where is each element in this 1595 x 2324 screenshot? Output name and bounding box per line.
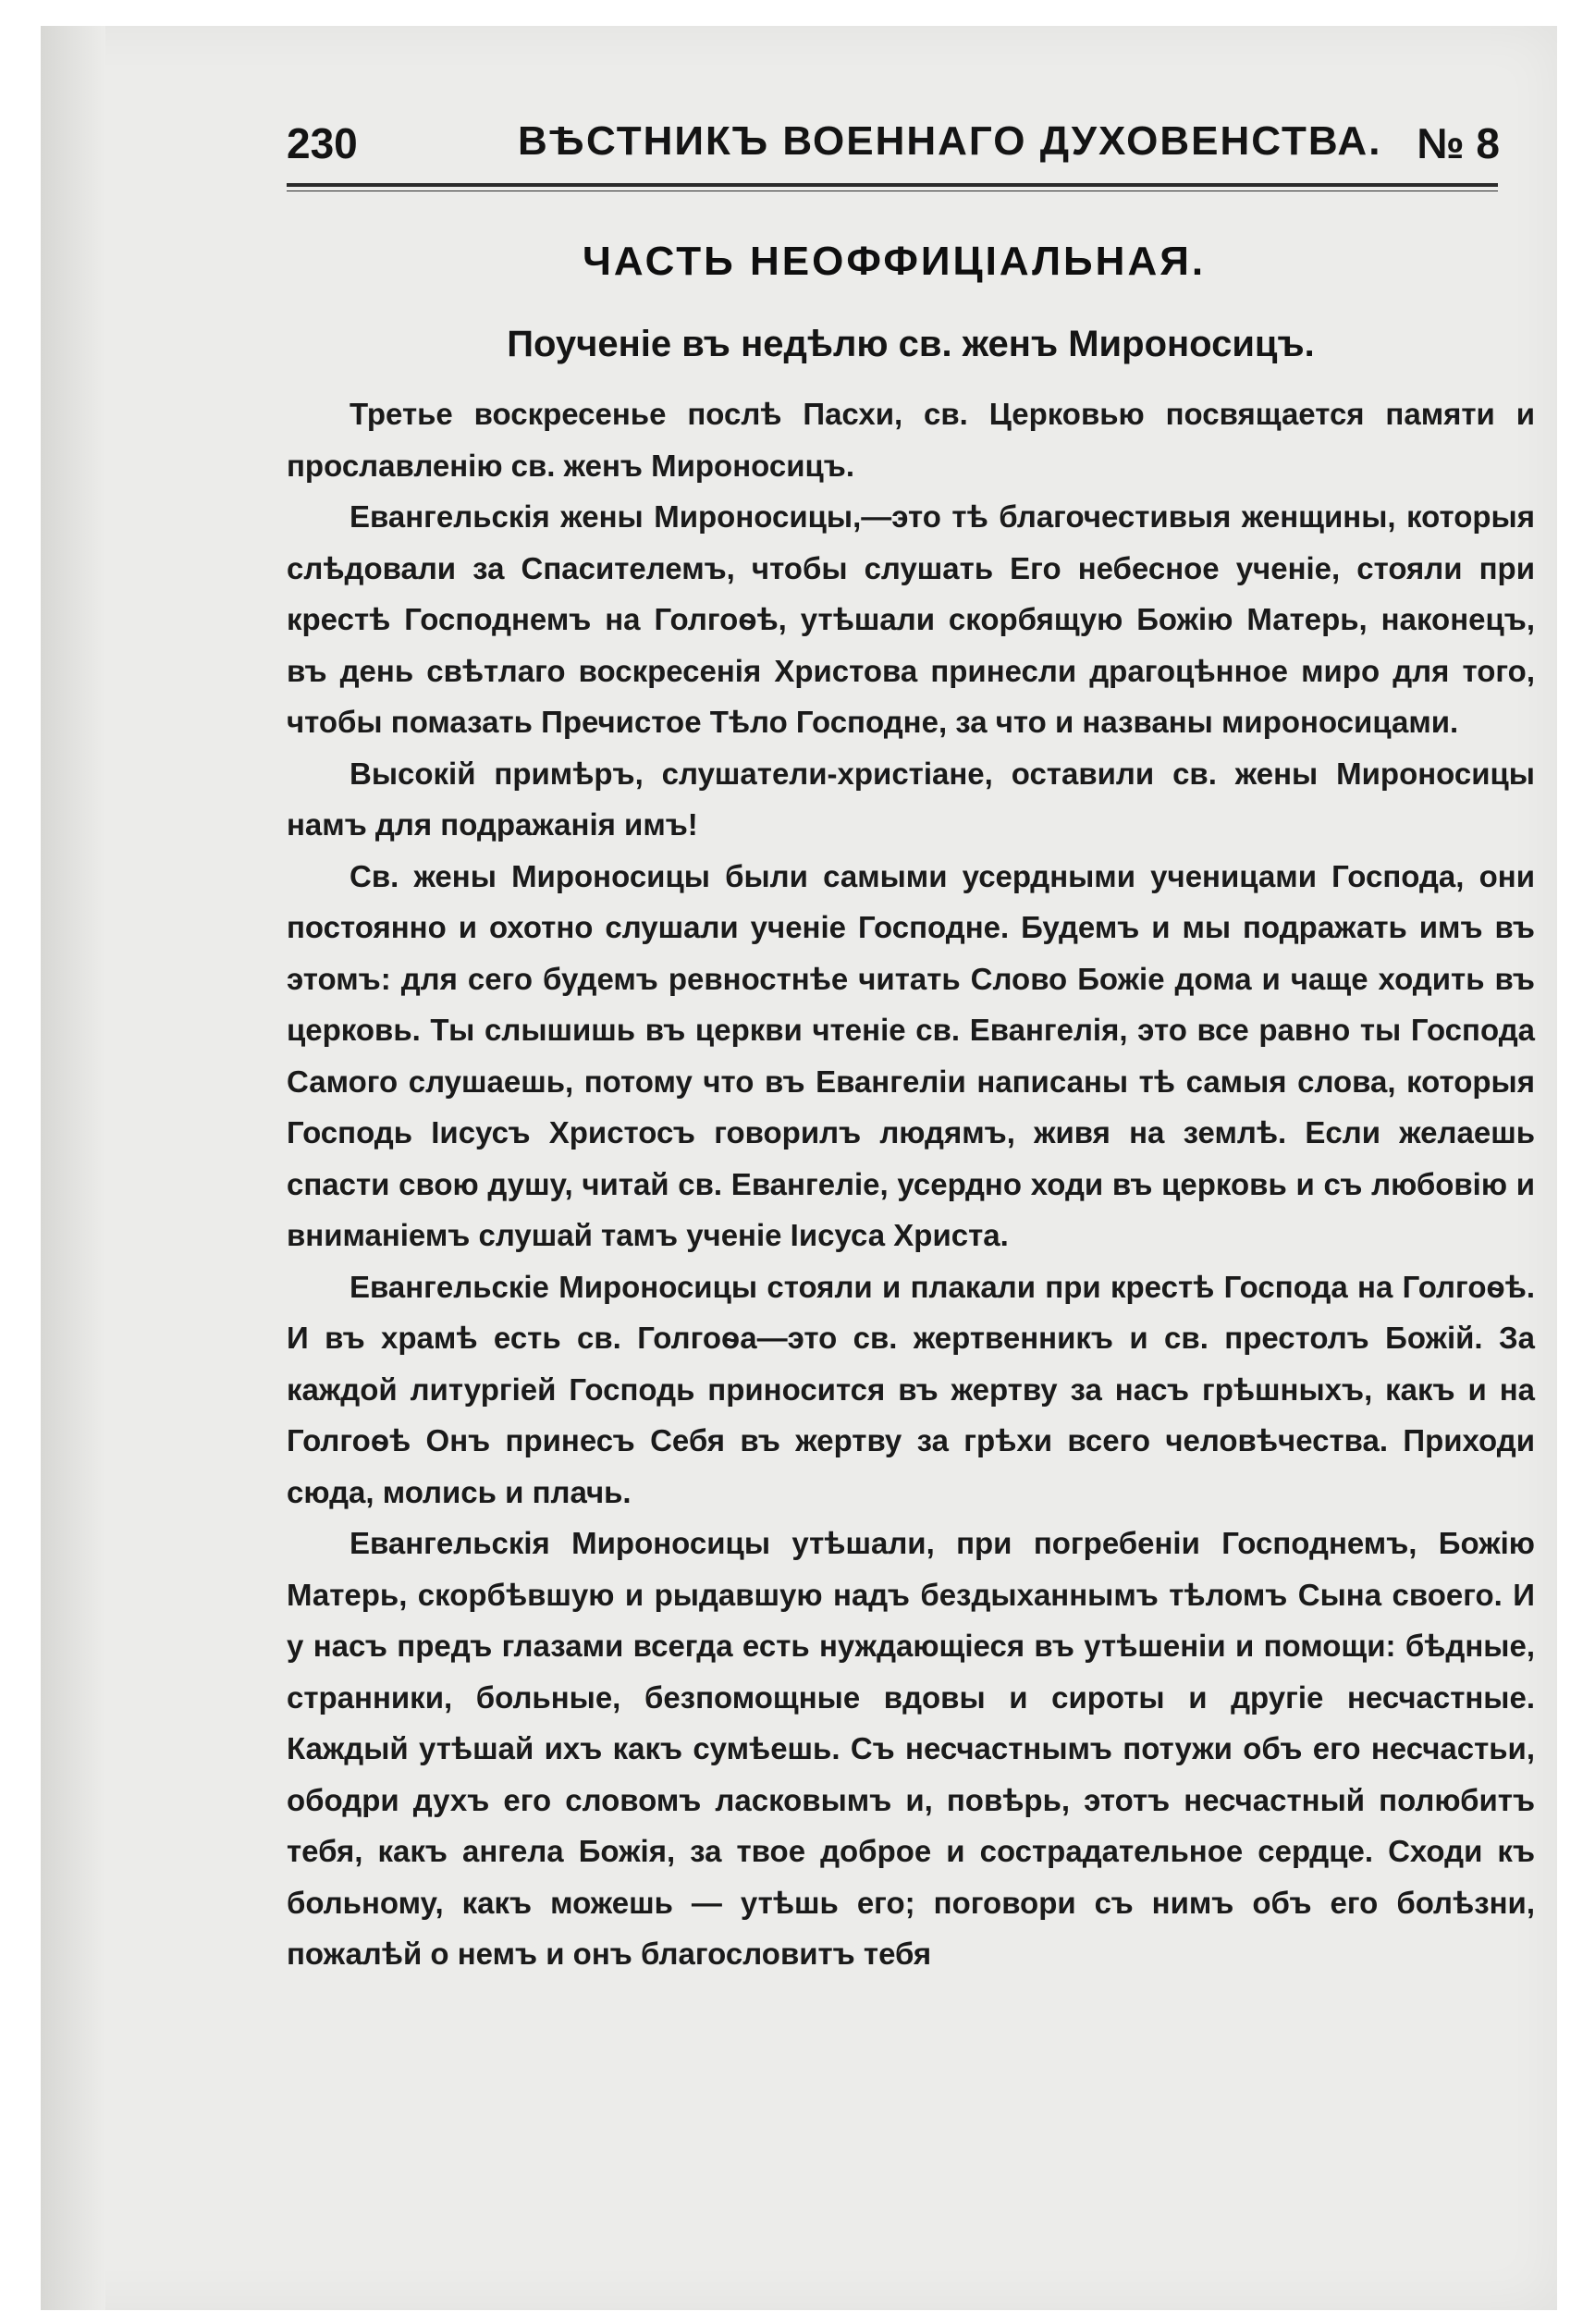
page-number: 230	[287, 119, 358, 167]
paragraph: Третье воскресенье послѣ Пасхи, св. Церковью посвящается памяти и прославленію св. женъ Мироносицъ.	[287, 397, 1535, 483]
paragraph: Св. жены Мироносицы были самыми усердными ученицами Господа, они постоянно и охотно слушали ученіе Господне. Будемъ и мы подражать имъ въ этомъ: для сего будемъ ревностнѣе читать Слово Божіе дома и чаще ходить въ церковь. Ты слышишь въ церкви чтеніе св. Евангелія, это все равно ты Господа Самого слушаешь, потому что въ Евангеліи написаны тѣ самыя слова, которыя Господь Іисусъ Христосъ говорилъ людямъ, живя на землѣ. Если желаешь спасти свою душу, читай св. Евангеліе, усердно ходи въ церковь и съ любовію и вниманіемъ слушай тамъ ученіе Іисуса Христа.	[287, 858, 1535, 1252]
paragraph: Высокій примѣръ, слушатели-христіане, оставили св. жены Мироносицы намъ для подражанія имъ!	[287, 756, 1535, 842]
paragraph: Евангельскіе Мироносицы стояли и плакали при крестѣ Господа на Голгоѳѣ. И въ храмѣ есть св. Голгоѳа—это св. жертвенникъ и св. престолъ Божій. За каждой литургіей Господь приносится въ жертву за насъ грѣшныхъ, какъ и на Голгоѳѣ Онъ принесъ Себя въ жертву за грѣхи всего человѣчества. Приходи сюда, молись и плачь.	[287, 1269, 1535, 1509]
page-header	[287, 118, 1500, 174]
paragraph: Евангельскія жены Мироносицы,—это тѣ благочестивыя женщины, которыя слѣдовали за Спасителемъ, чтобы слушать Его небесное ученіе, стояли при крестѣ Господнемъ на Голгоѳѣ, утѣшали скорбящую Божію Матерь, наконецъ, въ день свѣтлаго воскресенія Христова принесли драгоцѣнное миро для того, чтобы помазать Пречистое Тѣло Господне, за что и названы мироносицами.	[287, 499, 1535, 739]
issue-number: № 8	[1417, 119, 1500, 167]
paragraph: Евангельскія Мироносицы утѣшали, при погребеніи Господнемъ, Божію Матерь, скорбѣвшую и рыдавшую надъ бездыханнымъ тѣломъ Сына своего. И у насъ предъ глазами всегда есть нуждающіеся въ утѣшеніи и помощи: бѣдные, странники, больные, безпомощные вдовы и сироты и другіе несчастные. Каждый утѣшай ихъ какъ сумѣешь. Съ несчастнымъ потужи объ его несчастьи, ободри духъ его словомъ ласковымъ и, повѣрь, этотъ несчастный полюбитъ тебя, какъ ангела Божія, за твое доброе и сострадательное сердце. Сходи къ больному, какъ можешь — утѣшь его; поговори съ нимъ объ его болѣзни, пожалѣй о немъ и онъ благословитъ тебя	[287, 1526, 1535, 1971]
header-rule-thick	[287, 183, 1498, 187]
sermon-title: Поученіе въ недѣлю св. женъ Мироносицъ.	[507, 324, 1315, 364]
page-gutter-shadow	[41, 26, 105, 2310]
body-text	[287, 388, 1535, 1980]
running-title: ВѢСТНИКЪ ВОЕННАГО ДУХОВЕНСТВА.	[518, 118, 1382, 164]
section-title: ЧАСТЬ НЕОФФИЦІАЛЬНАЯ.	[583, 239, 1207, 284]
